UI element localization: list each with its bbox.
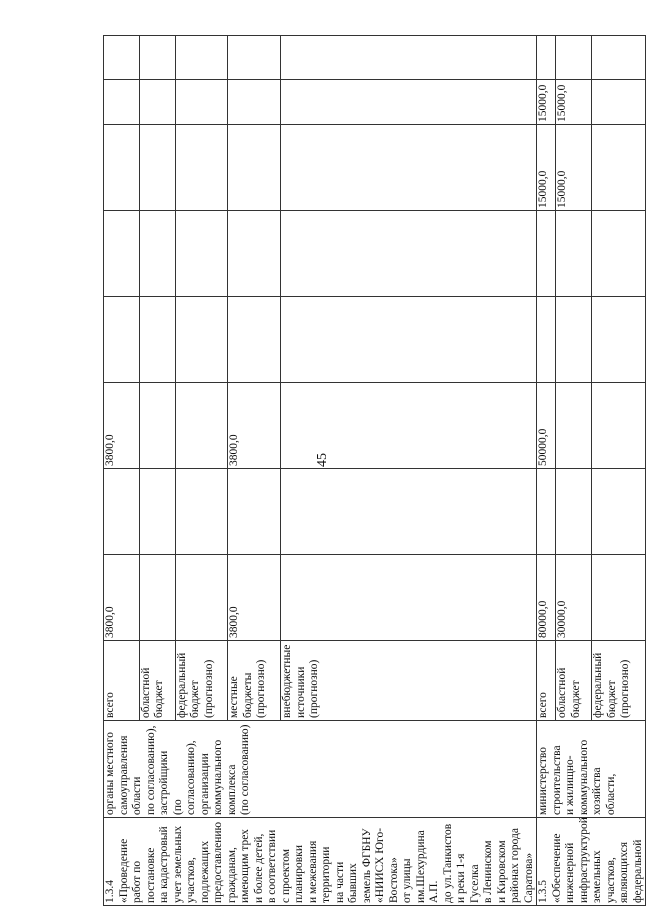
value-cell bbox=[104, 80, 140, 125]
value-cell bbox=[175, 36, 228, 80]
value-cell bbox=[281, 125, 537, 211]
funding-source-cell: федеральный бюджет (прогнозно) bbox=[175, 641, 228, 721]
executor-cell: органы местного самоуправления области по согласованию), застройщики (по согласованию), организации коммунального комплекса (по согласованию) bbox=[104, 721, 537, 818]
value-cell: 15000,0 bbox=[537, 125, 556, 211]
table-body bbox=[104, 36, 646, 906]
value-cell bbox=[537, 36, 556, 80]
funding-source-cell: всего bbox=[537, 641, 556, 721]
funding-source-cell: всего bbox=[104, 641, 140, 721]
measure-name-cell: 1.3.4 «Проведение работ по постановке на кадастровый учет земельных участков, подлежащих предоставлению гражданам, имеющим трех и более детей, в соответствии с проектом планировки и межевания территории на части бывших земель ФГБНУ «НИИСХ Юго- Востока» от улицы им.Шехурдина А.П. до ул.Танкистов и реки 1-я Гуселка в Ленинском и Кировском районах города Саратова» bbox=[104, 818, 537, 906]
funding-source-cell: местные бюджеты (прогнозно) bbox=[228, 641, 281, 721]
value-cell bbox=[281, 36, 537, 80]
value-cell: 3800,0 bbox=[228, 555, 281, 641]
value-cell bbox=[592, 383, 646, 469]
value-cell bbox=[139, 555, 175, 641]
value-cell bbox=[556, 383, 592, 469]
value-cell bbox=[139, 80, 175, 125]
value-cell bbox=[281, 297, 537, 383]
value-cell bbox=[139, 383, 175, 469]
value-cell bbox=[592, 125, 646, 211]
value-cell bbox=[175, 555, 228, 641]
value-cell bbox=[537, 297, 556, 383]
value-cell bbox=[228, 125, 281, 211]
value-cell bbox=[228, 469, 281, 555]
funding-source-cell: областной бюджет bbox=[139, 641, 175, 721]
value-cell bbox=[228, 297, 281, 383]
value-cell bbox=[592, 555, 646, 641]
value-cell bbox=[556, 36, 592, 80]
value-cell bbox=[281, 80, 537, 125]
value-cell bbox=[592, 297, 646, 383]
value-cell: 50000,0 bbox=[537, 383, 556, 469]
value-cell bbox=[104, 469, 140, 555]
value-cell bbox=[139, 297, 175, 383]
value-cell bbox=[175, 80, 228, 125]
value-cell bbox=[104, 297, 140, 383]
value-cell bbox=[537, 469, 556, 555]
budget-table bbox=[103, 35, 646, 906]
value-cell bbox=[556, 297, 592, 383]
value-cell bbox=[139, 211, 175, 297]
value-cell bbox=[104, 211, 140, 297]
table-row bbox=[537, 36, 556, 906]
value-cell bbox=[281, 211, 537, 297]
value-cell: 15000,0 bbox=[556, 80, 592, 125]
value-cell bbox=[175, 297, 228, 383]
value-cell: 3800,0 bbox=[228, 383, 281, 469]
funding-source-cell: федеральный бюджет (прогнозно) bbox=[592, 641, 646, 721]
value-cell bbox=[592, 469, 646, 555]
value-cell bbox=[104, 125, 140, 211]
value-cell bbox=[104, 36, 140, 80]
value-cell bbox=[175, 211, 228, 297]
value-cell bbox=[175, 125, 228, 211]
value-cell: 3800,0 bbox=[104, 383, 140, 469]
value-cell bbox=[592, 80, 646, 125]
value-cell: 15000,0 bbox=[537, 80, 556, 125]
value-cell bbox=[592, 211, 646, 297]
page-number: 45 bbox=[315, 453, 330, 467]
value-cell bbox=[175, 469, 228, 555]
funding-source-cell: областной бюджет bbox=[556, 641, 592, 721]
value-cell bbox=[139, 125, 175, 211]
value-cell bbox=[592, 36, 646, 80]
value-cell bbox=[228, 80, 281, 125]
value-cell bbox=[281, 383, 537, 469]
measure-name-cell: 1.3.5 «Обеспечение инженерной инфраструктурой земельных участков, являющихся федеральной bbox=[537, 818, 646, 906]
value-cell bbox=[228, 36, 281, 80]
value-cell bbox=[537, 211, 556, 297]
value-cell bbox=[556, 211, 592, 297]
value-cell: 80000,0 bbox=[537, 555, 556, 641]
value-cell: 3800,0 bbox=[104, 555, 140, 641]
value-cell bbox=[281, 469, 537, 555]
value-cell bbox=[139, 36, 175, 80]
executor-cell: министерство строительства и жилищно- коммунального хозяйства области, bbox=[537, 721, 646, 818]
value-cell: 30000,0 bbox=[556, 555, 592, 641]
table-row bbox=[104, 36, 140, 906]
funding-source-cell: внебюджетные источники (прогнозно) bbox=[281, 641, 537, 721]
value-cell bbox=[228, 211, 281, 297]
value-cell bbox=[139, 469, 175, 555]
value-cell bbox=[175, 383, 228, 469]
budget-table-rotated bbox=[103, 36, 644, 906]
value-cell: 15000,0 bbox=[556, 125, 592, 211]
value-cell bbox=[281, 555, 537, 641]
value-cell bbox=[556, 469, 592, 555]
